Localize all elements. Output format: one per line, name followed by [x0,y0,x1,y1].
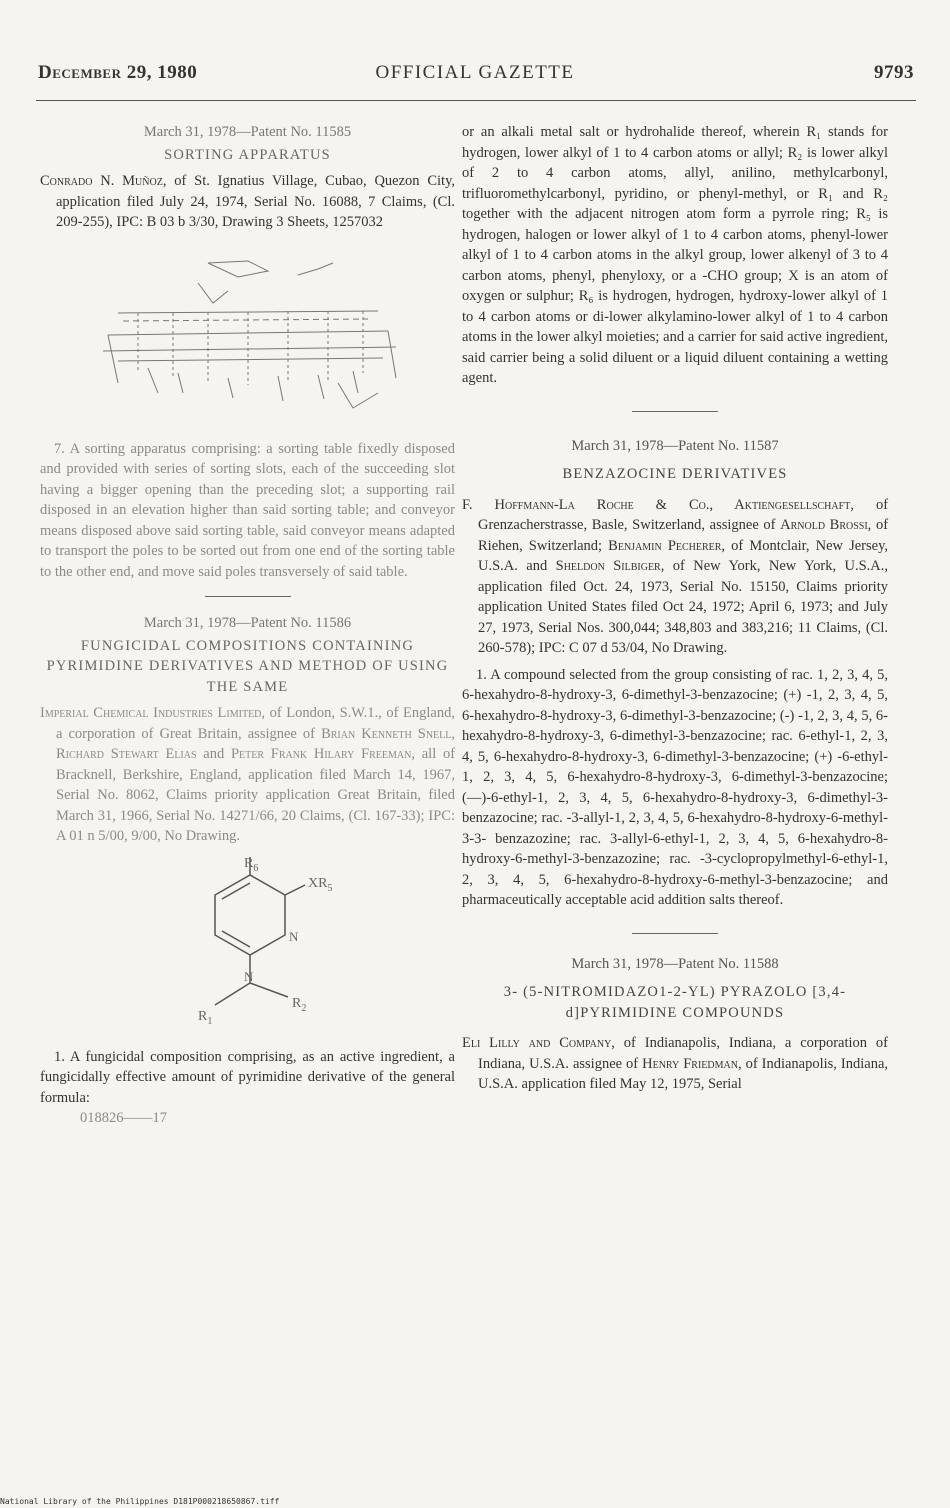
sorting-apparatus-drawing [78,243,418,423]
issue-date: December 29, 1980 [38,62,198,83]
inventor-name: Richard Stewart Elias [56,746,197,762]
patent-date-number: March 31, 1978—Patent No. 11585 [143,124,352,140]
patent-entry-text: of Riehen, Switzerland; [478,517,889,554]
patent-title: FUNGICIDAL COMPOSITIONS CONTAINING PYRIMIDINE DERIVATIVES AND METHOD OF USING THE SAME [46,637,449,695]
patent-entry-text: of Indianapolis, Indiana, U.S.A. application filed May 12, 1975, Serial [478,1055,889,1092]
section-divider [632,933,718,934]
header-rule [36,100,916,101]
patent-entry-text: of Montclair, New Jersey, U.S.A. and [478,537,889,574]
inventor-name: Benjamin Pecherer, [608,537,726,554]
print-code: 018826——17 [80,1110,167,1126]
claim-text: 1. A fungicidal composition comprising, as an active ingredient, a fungicidally effective amount of pyrimidine derivative of the general formula: [40,1048,455,1106]
patent-entry-text: of London, S.W.1., of England, a corporation of Great Britain, assignee of [56,705,455,742]
pyrimidine-formula [140,855,360,1035]
formula-xr5-label: $XR_5$ [308,875,333,894]
patent-entry-text: all of Bracknell, Berkshire, England, application filed March 14, 1967, Serial No. 8062, Claims priority application Great Britain, filed March 31, 1966, Serial No. 14271/66, 20 Claims, (Cl. 167-33); IPC: A 01 n 5/00, 9/00, No Drawing. [56,746,456,844]
patentee-name: Eli Lilly and Company, [462,1035,615,1051]
formula-nitrogen-label: N [289,928,299,944]
claim-text: 1. A compound selected from the group consisting of rac. 1, 2, 3, 4, 5, 6-hexahydro-8-hydroxy-3, 6-dimethyl-3-benzazocine; (+) -1, 2, 3, 4, 5, 6-hexahydro-8-hydroxy-3, 6-dimethyl-3-benzazocine; (-) -1, 2, 3, 4, 5, 6-hexahydro-8-hydroxy-3, 6-dimethyl-3-benzazocine; rac. 6-ethyl-1, 2, 3, 4, 5, 6-hexahydro-8-hydroxy-3, 6-dimethyl-3-benzazocine; (+) -6-ethyl-1, 2, 3, 4, 5, 6-hexahydro-8-hydroxy-3, 6-dimethyl-3-benzazocine; (—)-6-ethyl-1, 2, 3, 4, 5, 6-hexahydro-8-hydroxy-3, 6-dimethyl-3-benzazocine; rac. -3-allyl-1, 2, 3, 4, 5, 6-hexahydro-8-hydroxy-6-methyl-3-3- benzazozine; rac. 3-allyl-6-ethyl-1, 2, 3, 4, 5, 6-hexahydro-8-hydroxy-6-methyl-3-benzazozine; rac. -3-cyclopropylmethyl-6-ethyl-1, 2, 3, 4, 5, 6-hexahydro-8-hydroxy-6-methyl-3-benzazocine; and pharmaceutically acceptable acid addition salts thereof. [462,666,888,908]
patent-date-number: March 31, 1978—Patent No. 11587 [571,437,779,454]
left-column [40,122,455,1129]
inventor-name: Peter Frank Hilary Freeman, [230,746,415,762]
patentee-name: Imperial Chemical Industries Limited, [40,705,266,721]
formula-amine-nitrogen-label: N [244,968,254,984]
patent-entry [40,703,455,847]
patent-date-number: March 31, 1978—Patent No. 11588 [571,955,779,972]
entry-lead: F. [462,496,473,513]
formula-r2-label: $R_2$ [292,995,307,1014]
patent-entry [462,1033,888,1095]
patent-entry [462,495,888,659]
patent-entry-text: of Grenzacherstrasse, Basle, Switzerland, assignee of [478,496,889,533]
patent-entry [40,171,455,233]
section-divider [205,596,291,597]
claim-text: 7. A sorting apparatus comprising: a sorting table fixedly disposed and provided with series of sorting slots, each of the succeeding slot having a bigger opening than the preceding slot; a supporting rail disposed in an elevation higher than said sorting table; and conveyor means disposed above said sorting table, said conveyor means adapted to transport the poles to be sorted out from one end of the sorting table to the other end, and move said poles transversely of said table. [40,440,455,580]
patentee-name: Hoffmann-La Roche & Co., Aktiengesellschaft, [494,496,854,513]
patent-title: SORTING APPARATUS [164,146,331,163]
patent-title: BENZAZOCINE DERIVATIVES [562,466,788,482]
inventor-name: Henry Friedman, [642,1055,742,1072]
section-divider [632,411,718,412]
inventor-name: Sheldon Silbiger, [555,558,665,574]
inventor-name: Arnold Brossi, [780,517,872,533]
inventor-name: Brian Kenneth Snell, [321,725,456,742]
formula-r6-label: $R_6$ [244,855,259,874]
claim-continuation: or an alkali metal salt or hydrohalide thereof, wherein R₁ stands for hydrogen, lower alkyl of 1 to 4 carbon atoms or allyl; R₂ is lower alkyl of 2 to 4 carbon atoms, allyl, anilino, methylcarbonyl, trifluoromethylcarbonyl, pyridino, or phenyl-methyl, or R₁ and R₂ together with the adjacent nitrogen atom form a pyrrole ring; R₅ is hydrogen, halogen or lower alkyl of 1 to 4 carbon atoms, phenyl-lower alkyl of 1 to 4 carbon atoms in the alkyl group, lower alkenyl of 3 to 4 carbon atoms, phenyl, phenyloxy, or a -CHO group; X is an atom of oxygen or sulphur; R₆ is hydrogen, hydrogen, hydroxy-lower alkyl of 1 to 4 carbon atoms or di-lower alkylamino-lower alkyl of 1 to 4 carbon atoms in the lower alkyl moieties; and a carrier for said active ingredient, said carrier being a solid diluent or a liquid diluent containing a wetting agent. [462,124,888,386]
formula-r1-label: $R_1$ [198,1008,213,1027]
patent-title: 3- (5-NITROMIDAZO1-2-YL) PYRAZOLO [3,4-d]PYRIMIDINE COMPOUNDS [503,984,847,1021]
scan-identifier: National Library of the Philippines D181P000218650867.tiff [0,1497,280,1506]
patent-entry-text: of St. Ignatius Village, Cubao, Quezon City, application filed July 24, 1974, Serial No. 16088, 7 Claims, (Cl. 209-255), IPC: B 03 b 3/30, Drawing 3 Sheets, 1257032 [56,173,456,230]
patent-entry-text: of New York, New York, U.S.A., application filed Oct. 24, 1973, Serial No. 15150, Claims priority application United States filed Oct 24, 1972; April 6, 1973; and July 27, 1973, Serial Nos. 300,044; 348,803 and 383,216; 11 Claims, (Cl. 260-578); IPC: C 07 d 53/04, No Drawing. [478,558,888,656]
page-number: 9793 [874,62,914,83]
patent-date-number: March 31, 1978—Patent No. 11586 [143,615,352,631]
patent-entry-text: of Indianapolis, Indiana, a corporation of Indiana, U.S.A. assignee of [478,1035,888,1072]
patentee-name: Conrado N. Muñoz, [40,173,167,189]
gazette-title: OFFICIAL GAZETTE [375,62,575,83]
conjunction: and [203,746,225,762]
right-column [462,122,888,1101]
